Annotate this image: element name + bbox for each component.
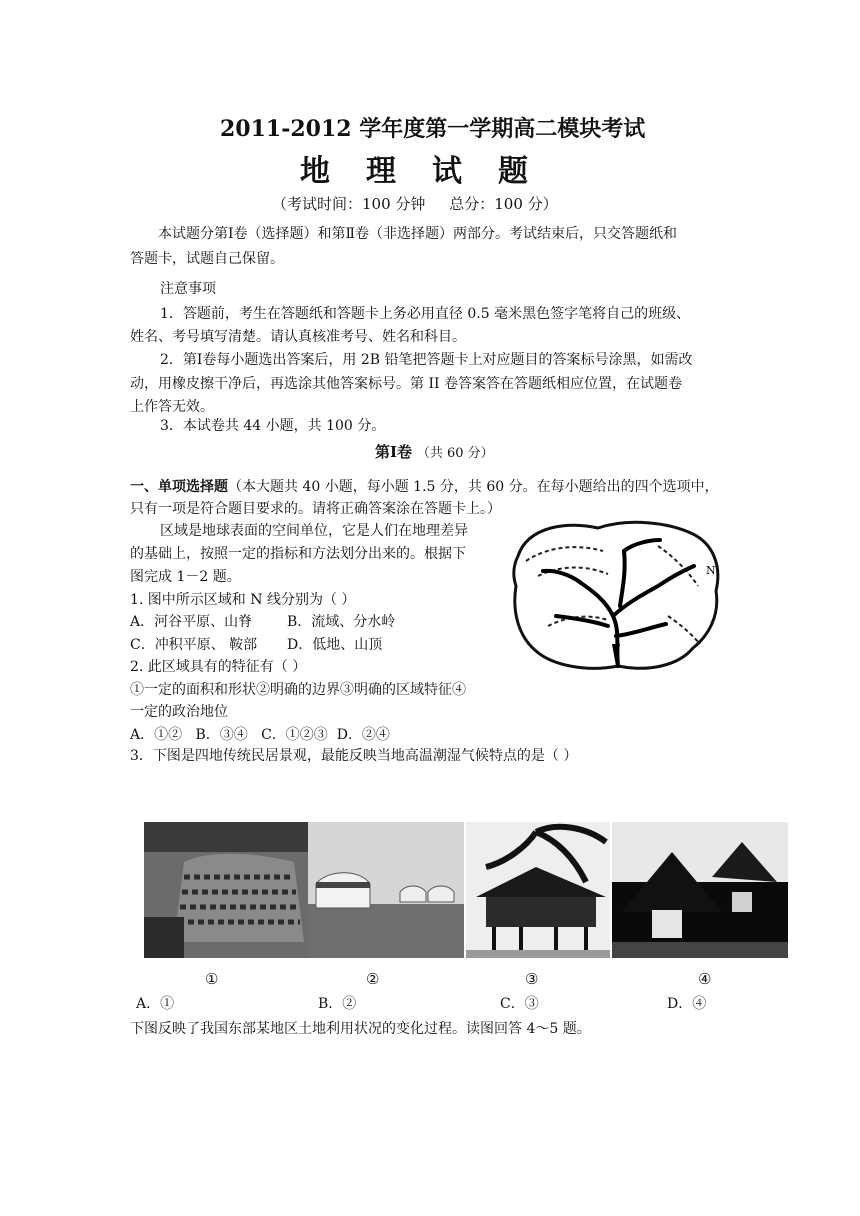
question-1-stem: 1. 图中所示区域和 N 线分别为（ ） xyxy=(130,592,356,608)
photo-stilt-house xyxy=(466,822,610,958)
notice-item: 3．本试卷共 44 小题，共 100 分。 xyxy=(160,418,386,434)
intro-line: 答题卡，试题自己保留。 xyxy=(130,251,284,267)
subject-title xyxy=(300,146,528,190)
exam-title: 2011-2012 学年度第一学期高二模块考试 xyxy=(220,116,646,142)
question-2-statement: 一定的政治地位 xyxy=(130,704,228,720)
question-2-stem: 2. 此区域具有的特征有（ ） xyxy=(130,659,307,675)
part-desc-line: 只有一项是符合题目要求的。请将正确答案涂在答题卡上。） xyxy=(130,501,501,517)
notice-item: 1．答题前，考生在答题纸和答题卡上务必用直径 0.5 毫米黑色签字笔将自己的班级、 xyxy=(160,306,691,322)
question-3-option-d: D．④ xyxy=(667,996,707,1012)
question-3-option-b: B．② xyxy=(318,996,357,1012)
part-label: 一、单项选择题 xyxy=(130,479,228,495)
region-intro-line: 的基础上，按照一定的指标和方法划分出来的。根据下 xyxy=(130,546,466,562)
subject-char: 地 xyxy=(300,154,330,189)
map-n-label: N xyxy=(706,564,716,577)
question-1-option-c: C．冲积平原、 鞍部 xyxy=(130,637,258,653)
photo-number: ④ xyxy=(698,970,712,988)
notice-item: 上作答无效。 xyxy=(130,399,214,415)
question-1-option-a: A．河谷平原、山脊 xyxy=(130,614,253,630)
subject-char: 理 xyxy=(366,154,396,189)
question-3-option-c: C．③ xyxy=(500,996,539,1012)
part-desc: （本大题共 40 小题，每小题 1.5 分，共 60 分。在每小题给出的四个选项中， xyxy=(228,479,719,495)
photo-number: ① xyxy=(205,970,219,988)
question-2-options: A．①② B．③④ C．①②③ D．②④ xyxy=(130,727,390,743)
question-2-statement: ①一定的面积和形状②明确的边界③明确的区域特征④ xyxy=(130,682,466,698)
region-intro-line: 图完成 1－2 题。 xyxy=(130,569,241,585)
section-label: 第Ⅰ卷 xyxy=(375,443,413,461)
question-3-option-a: A．① xyxy=(136,996,175,1012)
photo-terrace-dwelling xyxy=(144,822,308,958)
notice-item: 动，用橡皮擦干净后，再选涂其他答案标号。第 II 卷答案答在答题纸相应位置，在试题卷 xyxy=(130,376,682,392)
photo-number: ③ xyxy=(525,970,539,988)
photo-steep-roof-house xyxy=(612,822,788,958)
question-3-stem: 3．下图是四地传统民居景观，最能反映当地高温潮湿气候特点的是（ ） xyxy=(130,748,578,764)
notice-item: 姓名、考号填写清楚。请认真核准考号、姓名和科目。 xyxy=(130,329,466,345)
questions-4-5-intro: 下图反映了我国东部某地区土地利用状况的变化过程。读图回答 4～5 题。 xyxy=(130,1021,591,1037)
subject-char: 试 xyxy=(432,154,462,189)
notice-heading: 注意事项 xyxy=(160,281,216,297)
intro-line: 本试题分第Ⅰ卷（选择题）和第Ⅱ卷（非选择题）两部分。考试结束后，只交答题纸和 xyxy=(158,226,678,242)
question-1-option-d: D．低地、山顶 xyxy=(287,637,383,653)
region-intro-line: 区域是地球表面的空间单位，它是人们在地理差异 xyxy=(160,523,468,539)
notice-item: 2．第Ⅰ卷每小题选出答案后，用 2B 铅笔把答题卡上对应题目的答案标号涂黑，如需改 xyxy=(160,352,693,368)
part-description xyxy=(130,475,719,499)
photo-yurt-dwelling xyxy=(308,822,464,958)
river-basin-map xyxy=(508,516,726,674)
photo-number: ② xyxy=(366,970,380,988)
section-title xyxy=(375,440,494,466)
exam-time-info: （考试时间：100 分钟 总分：100 分） xyxy=(272,195,558,213)
section-score: （共 60 分） xyxy=(416,446,494,461)
subject-char: 题 xyxy=(498,154,528,189)
question-1-option-b: B．流域、分水岭 xyxy=(287,614,396,630)
